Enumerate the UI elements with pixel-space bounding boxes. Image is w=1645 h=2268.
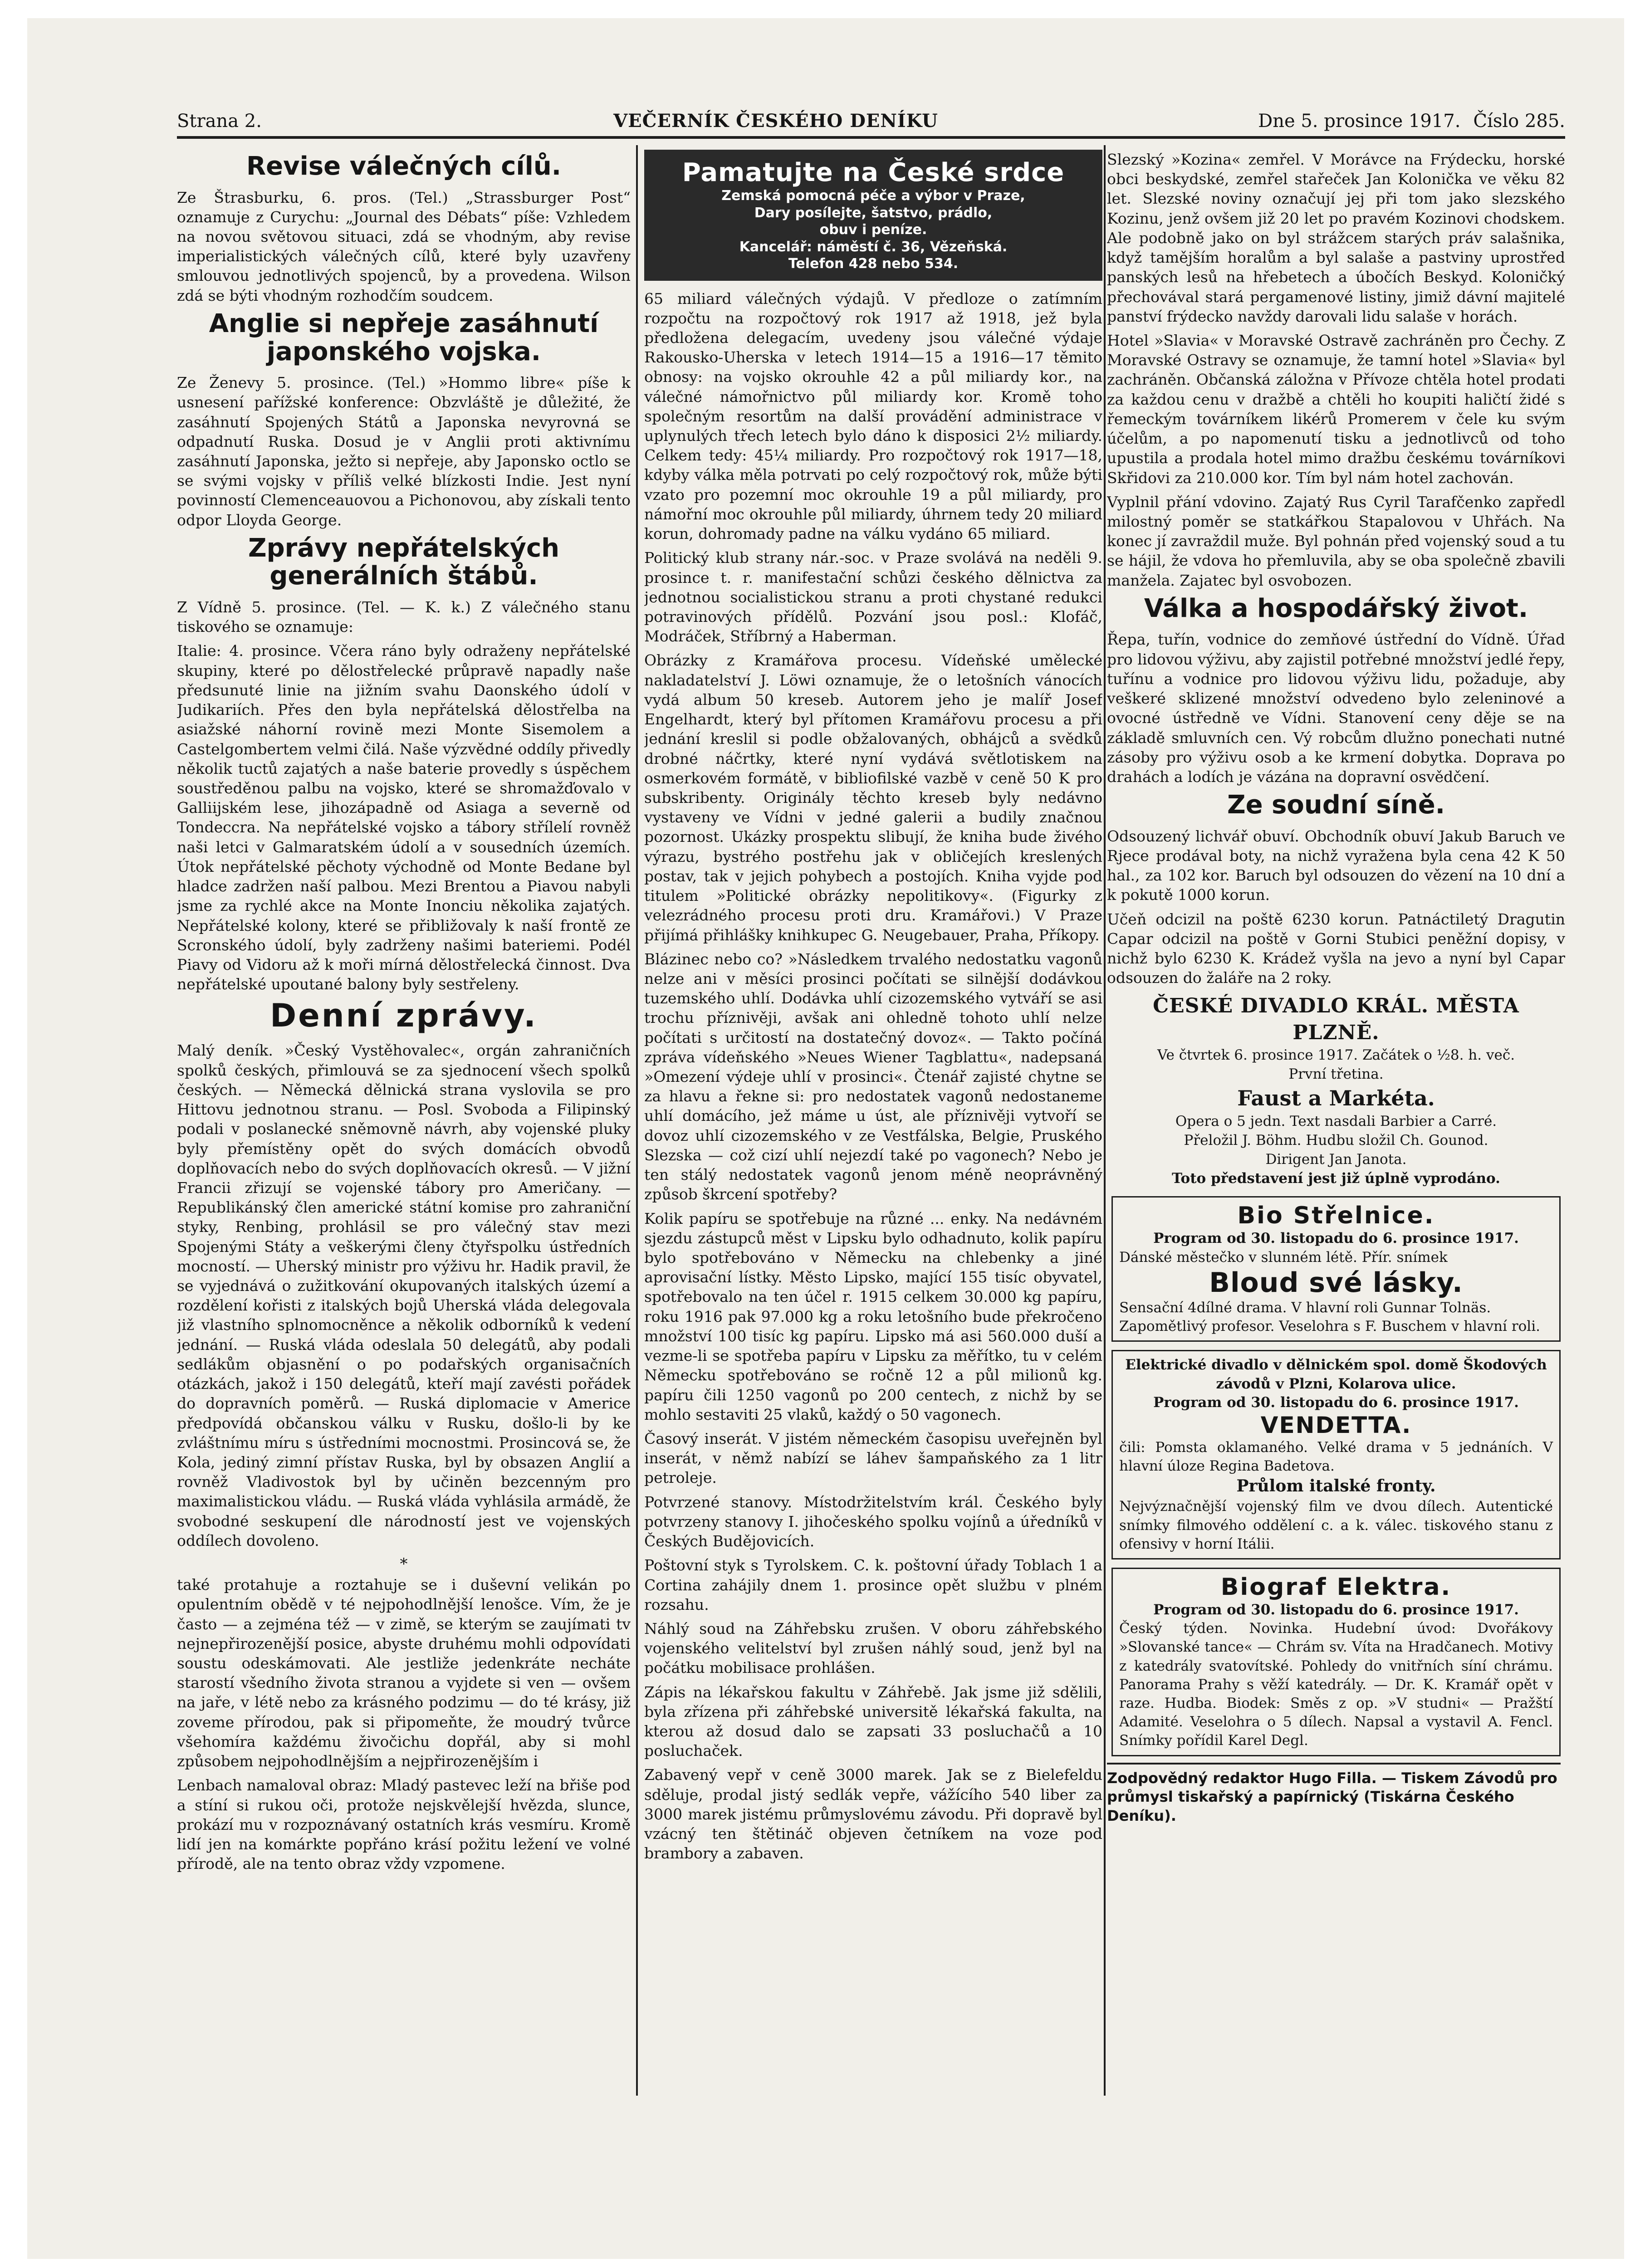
column-3 xyxy=(1107,150,1565,2209)
charity-advert-line: Dary posílejte, šatstvo, prádlo, xyxy=(754,205,993,221)
cinema-title: Elektrické divadlo v dělnickém spol. domě Škodových závodů v Plzni, Kolarova ulice. xyxy=(1125,1357,1547,1392)
theatre-notice xyxy=(1107,992,1565,1188)
cinema-skoda-theatre xyxy=(1111,1350,1561,1559)
issue-date: Dne 5. prosince 1917. xyxy=(1258,111,1461,132)
cinema-line: Dánské městečko v slunném létě. Přír. snímek xyxy=(1119,1249,1448,1266)
theatre-line: První třetina. xyxy=(1288,1066,1384,1083)
imprint-rule xyxy=(1107,1763,1561,1765)
charity-advert-line: obuv i peníze. xyxy=(819,222,927,238)
play-line: Přeložil J. Böhm. Hudbu složil Ch. Gounod. xyxy=(1184,1132,1488,1149)
article-kramar-pictures: Obrázky z Kramářova procesu. Vídeňské umělecké nakladatelství J. Löwi oznamuje, že o letošních vánocích vydá album 50 kreseb. Autorem jeho je malíř Josef Engelhardt, který byl přítomen Kramářovu procesu a při jednání kreslil si podle obžalovaných, obhájců a svědků drobné náčrtky, které nyní vydává světlotiskem na osmerkovém formátě, v bibliofilské vazbě v ceně 50 K pro subskribenty. Originály těchto kreseb byly nedávno vystaveny ve Vídni v jedné galerii a budily značnou pozornost. Ukázky prospektu slibují, že kniha bude živého výrazu, bystrého postřehu jak v obličejích kreslených postav, tak v jejich pohybech a postojích. Kniha vyjde pod titulem »Politické obrázky nepolitikovy«. (Figurky z velezrádného procesu proti dru. Kramářovi.) V Praze přijímá přihlášky knihkupec G. Neugebauer, Praha, Příkopy. xyxy=(644,651,1102,944)
article-madhouse: Blázinec nebo co? »Následkem trvalého nedostatku vagonů nelze ani v měsíci prosinci počítati se silnější dodávkou tuzemského uhlí. Dodávka uhlí cizozemského vytváří se asi trochu příznivěji, avšak ani ohledně tohoto uhlí nelze počítati s určitostí na dostatečný dovoz«. — Takto počíná zpráva vídeňského »Neues Wiener Tagblattu«, nadepsaná »Omezení výdeje uhlí v prosinci«. Čtenář zajisté chytne se za hlavu a řekne si: pro nedostatek vagonů nedostaneme uhlí domácího, jež máme u úst, ale příznivěji vytvoří se dovoz uhlí cizozemského v ze Vestfálska, Belgie, Pruského Slezska — což cizí uhlí nejezdí také po vagonech? Nebo je ten stálý nedostatek vagonů jenom méně neoprávněný způsob škrcení spotřeby? xyxy=(644,950,1102,1203)
article-hotel-slavia: Hotel »Slavia« v Moravské Ostravě zachráněn pro Čechy. Z Moravské Ostravy se oznamuje, že tamní hotel »Slavia« byl zachráněn. Občanská záložna v Přívoze chtěla hotel prodati za každou cenu v dražbě a chtěli ho koupiti haličtí židé s řemeckým továrníkem likérů Promerem v čele ku svým účelům, a po napomenutí tisku a jednotlivců od toho upustila a prodala hotel mimo dražbu českému továrníkovi Skřidovi za 210.000 kor. Tím byl nám hotel zachován. xyxy=(1107,331,1565,487)
page-header xyxy=(177,100,1565,132)
cinema-line: čili: Pomsta oklamaného. Velké drama v 5 jednáních. V hlavní úloze Regina Badetova. xyxy=(1119,1439,1553,1475)
charity-advert-line: Telefon 428 nebo 534. xyxy=(788,256,959,272)
article-war-aims: Ze Štrasburku, 6. pros. (Tel.) „Strassburger Post“ oznamuje z Curychu: „Journal des Débats“ píše: Vzhledem na novou světovou situaci, zdá se vhodným, aby revise imperialistických válečných cílů, které byly uzavřeny smlouvou jednotlivých spojenců, by a provedena. Wilson zdá se býti vhodným rozhodčím soudcem. xyxy=(177,188,631,304)
article-enemy-staff-intro: Z Vídně 5. prosince. (Tel. — K. k.) Z válečného stanu tiskového se oznamuje: xyxy=(177,598,631,636)
cinema-film-title: VENDETTA. xyxy=(1260,1412,1412,1438)
article-lenbach: Lenbach namaloval obraz: Mladý pastevec leží na břiše pod a stíní si rukou oči, protože nejskvělejší hvězda, slunce, prokází mu v rozpoznávaný ostatních krás vesmíru. Kromě lidí jen na komárkte popřáno krásí požitu ležení ve volné přírodě, ale na tento obraz vždy vzpomene. xyxy=(177,1776,631,1873)
header-rule xyxy=(177,136,1565,139)
imprint: Zodpovědný redaktor Hugo Filla. — Tiskem Závodů pro průmysl tiskařský a papírnický (Tiskárna Českého Deníku). xyxy=(1107,1769,1557,1824)
column-1 xyxy=(177,150,631,2173)
article-paper-usage: Kolik papíru se spotřebuje na různé ... enky. Na nedávném sjezdu zástupců měst v Lipsku bylo odhadnuto, kolik papíru bylo spotřebováno v Německu na chlebenky a jiné aprovisační lístky. Město Lipsko, mající 155 tisíc obyvatel, spotřebovalo na ten účel r. 1915 celkem 30.000 kg papíru, roku 1916 pak 97.000 kg a roku letošního bude překročeno množství 100 tisíc kg papíru. Lipsko má asi 560.000 duší a vezme-li se spotřeba papíru v Lipsku za měřítko, tu v celém Německu spotřebováno se ročně 12 a půl milionů kg. papíru čili 1250 vagonů po 200 centech, z nichž by se mohlo sestaviti 25 vlaků, každý o 50 vagonech. xyxy=(644,1209,1102,1423)
article-political-club: Politický klub strany nár.-soc. v Praze svolává na neděli 9. prosince t. r. manifestační schůzi českého dělnictva za jednotnou socialistickou stranu a proti chystané redukci potravinových přídělů. Pozvání jsou posl.: Klofáč, Modráček, Stříbrný a Haberman. xyxy=(644,549,1102,645)
cinema-title: Bio Střelnice. xyxy=(1237,1202,1435,1230)
article-widow-wish: Vyplnil přání vdovino. Zajatý Rus Cyril Tarafčenko zapředl milostný poměr se statkářkou Stapalovou v Uhřách. Na konec jí zavraždil muže. Byl pohnán před vojenský soud a tu se hájil, že vdova ho přemluvila, aby se oba společně zbavili manžela. Zajatec byl osvobozen. xyxy=(1107,493,1565,589)
article-shoe-usurer: Odsouzený lichvář obuví. Obchodník obuví Jakub Baruch ve Rjece prodával boty, na nichž vyražena byla cena 42 K 50 hal., za 102 kor. Baruch byl odsouzen do vězení na 10 dní a k pokutě 1000 korun. xyxy=(1107,827,1565,904)
cinema-text: Český týden. Novinka. Hudební úvod: Dvořákovy »Slovanské tance« — Chrám sv. Víta na Hradčanech. Motivy z katedrály svatovítské. Pohledy do vnitřních síní chrámu. Panorama Prahy s věží katedrály. — Dr. K. Kramář opět v raze. Hudba. Biodek: Směs z op. »V studni« — Pražští Adamité. Veselohra o 5 dílech. Napsal a vystavil A. Fencl. Snímky pořídil Karel Degl. xyxy=(1119,1620,1553,1749)
headline-war-economy: Válka a hospodářský život. xyxy=(1144,593,1528,623)
headline-war-aims: Revise válečných cílů. xyxy=(246,152,561,181)
article-enemy-staff-italy: Italie: 4. prosince. Včera ráno byly odraženy nepřátelské skupiny, které po dělostřelecké průpravě napadly naše předsunuté linie na jižním svahu Daonského údolí v Judikariích. Přes den byla nepřátelská dělostřelba na asiažské náhorní rovině mezi Monte Sisemolem a Castelgombertem velmi čilá. Naše výzvědné oddíly přivedly několik tuctů zajatých a naše baterie provedly s úspěchem soustředěnou palbu na vojsko, které se shromažďovalo v Galliijském lese, jihozápadně od Asiaga a severně od Tondeccra. Na nepřátelské vojsko a tábory střílelí rovněž naši letci v Galmaratském údolí a v sousedních územích. Útok nepřátelské pěchoty východně od Monte Bedane byl hladce zadržen naší palbou. Mezi Brentou a Piavou nabyli jsme za rychlé akce na Monte Inonciu několika zajatých. Nepřátelské kolony, které se přibližovaly k naší frontě ze Scronského údolí, byly zadrženy našimi bateriemi. Podél Piavy od Vidoru až k moři mírná dělostřelecká činnost. Dva nepřátelské upoutané balony byly sestřeleny. xyxy=(177,642,631,993)
article-turnips: Řepa, tuřín, vodnice do zemňové ústřední do Vídně. Úřad pro lidovou výživu, aby zajistil potřebné množství jedlé řepy, tuřínu a vodnice pro lidovou výživu lidu, požaduje, aby veškeré sklizené množství odvedeno bylo zeleninové a ovocné ústředně ve Vídni. Stanovení ceny děje se na základě smluvních cen. Vý robcům dlužno ponechati nutné zásoby pro výživu osob a ke krmení dobytka. Doprava po drahách a lodích je vázána na dopravní osvědčení. xyxy=(1107,631,1565,786)
cinema-program: Program od 30. listopadu do 6. prosince 1917. xyxy=(1153,1601,1519,1618)
article-war-expenses: 65 miliard válečných výdajů. V předloze o zatímním rozpočtu na rozpočtový rok 1917 až 1918, jež byla předložena delegacím, uvedeny jsou válečné výdaje Rakousko-Uherska v letech 1914—15 a 1916—17 těmito obnosy: na vojsko okrouhle 42 a půl miliardy kor., na válečné námořnictvo půl miliardy kor. Kromě toho společným resortům na další provádění administrace v uplynulých třech letech bylo dáno k disposici 2½ miliardy. Celkem tedy: 45¼ miliardy. Pro rozpočtový rok 1917—18, kdyby válka měla potrvati po celý rozpočtový rok, může býti vzato pro pozemní moc okrouhle 19 a půl miliardy, pro námořní moc okrouhle půl miliardy, úhrnem tedy 20 miliard korun, dohromady padne na válku vydáno 65 miliard. xyxy=(644,289,1102,543)
issue-info xyxy=(1184,111,1565,132)
article-small-diary: Malý deník. »Český Vystěhovalec«, orgán zahraničních spolků českých, přimlouvá se za sjednocení všech spolků českých. — Německá dělnická strana vyslovila se pro Hittovu jednotnou stranu. — Posl. Svoboda a Filipinský podali v poslanecké sněmovně návrh, aby vojenské pluky byly přemístěny opět do svých domácích obvodů doplňovacích nebo do svých doplňovacích okresů. — V jižní Francii zřizují se vojenské tábory pro Američany. — Republikánský člen americké státní komise pro zahraniční styky, Renbing, prohlásil se pro válečný stav mezi Spojenými Státy a veškerými členy čtyřspolku ústředních mocností. — Uherský ministr pro výživu hr. Hadik pravil, že se vyjednává o zužitkování okupovaných italských území a rozdělení kořisti z italských bojů Uherská vláda delegovala již vlastního splnomocněnce a několik odborníků k vedení jednání. — Ruská vláda odeslala 50 delegátů, aby podali sedlákům objasnění o po podařských organisačních otázkách, jakož i 150 delegátů, kteří mají zavésti pořádek do dopravních poměrů. — Ruská diplomacie v Americe předpovídá občanskou válku v Rusku, došlo-li by ke zvláštnímu míru s ústředními mocnostmi. Prosincová se, že Kola, jediný zimní přístav Ruska, byl by obsazen Anglií a rovněž Vladivostok byl by učiněn bezcenným pro maximalistickou vládu. — Ruská vláda vyhlásila armádě, že svobodné seskupení dle národností jest ve vojenských oddílech dovoleno. xyxy=(177,1041,631,1549)
play-line: Toto představení jest již úplně vyprodáno. xyxy=(1172,1170,1500,1187)
page-number: Strana 2. xyxy=(177,111,262,132)
article-timely-ad: Časový inserát. V jistém německém časopisu uveřejněn byl inserát, v němž nabízí se láhev šampaňského za 1 litr petroleje. xyxy=(644,1429,1102,1487)
article-zagreb-faculty: Zápis na lékařskou fakultu v Záhřebě. Jak jsme již sdělili, byla zřízena při záhřebské universitě lékařská fakulta, na kterou až dosud dalo se zapsati 33 posluchačů a 10 posluchaček. xyxy=(644,1683,1102,1760)
charity-advert-line: Kancelář: náměstí č. 36, Vězeňská. xyxy=(739,239,1008,255)
headline-england-japan: Anglie si nepřeje zasáhnutí japonského vojska. xyxy=(209,308,599,367)
article-zagreb-court: Náhlý soud na Záhřebsku zrušen. V oboru záhřebského vojenského velitelství byl zrušen náhlý soud, jenž byl na počátku mobilisace prohlášen. xyxy=(644,1619,1102,1677)
article-seized-pig: Zabavený vepř v ceně 3000 marek. Jak se z Bielefeldu sděluje, prodal jistý sedlák vepře, vážícího 540 liber za 3000 marek jistému průmyslovému závodu. Při dopravě byl vzácný ten štětináč objeven četníkem na voze pod brambory a zabaven. xyxy=(644,1766,1102,1862)
cinema-bio-strelnice xyxy=(1111,1196,1561,1342)
cinema-line: Sensační 4dílné drama. V hlavní roli Gunnar Tolnäs. xyxy=(1119,1299,1491,1316)
cinema-line: Nejvýznačnější vojenský film ve dvou dílech. Autentické snímky filmového oddělení c. a k. válec. tiskového stanu z ofensivy v horní Itálii. xyxy=(1119,1498,1553,1552)
cinema-program: Program od 30. listopadu do 6. prosince 1917. xyxy=(1153,1230,1519,1247)
theatre-title: ČESKÉ DIVADLO KRÁL. MĚSTA PLZNĚ. xyxy=(1153,994,1519,1044)
masthead-title: VEČERNÍK ČESKÉHO DENÍKU xyxy=(613,110,938,132)
headline-enemy-staff: Zprávy nepřátelských generálních štábů. xyxy=(248,533,560,591)
column-rule-1 xyxy=(636,145,638,2096)
cinema-title: Biograf Elektra. xyxy=(1220,1573,1452,1601)
column-rule-2 xyxy=(1104,145,1106,2096)
issue-number: Číslo 285. xyxy=(1473,111,1565,132)
charity-advert-line: Zemská pomocná péče a výbor v Praze, xyxy=(721,188,1025,204)
cinema-program: Program od 30. listopadu do 6. prosince 1917. xyxy=(1153,1394,1519,1411)
cinema-elektra xyxy=(1111,1568,1561,1756)
article-statutes: Potvrzené stanovy. Místodržitelstvím král. Českého byly potvrzeny stanovy I. jihočeského spolku vojínů a úředníků v Českých Budějovicích. xyxy=(644,1493,1102,1550)
section-separator: * xyxy=(400,1555,408,1574)
play-line: Opera o 5 jedn. Text nasdali Barbier a Carré. xyxy=(1175,1113,1497,1130)
headline-court: Ze soudní síně. xyxy=(1227,790,1445,820)
article-nature-essay: také protahuje a roztahuje se i duševní velikán po opulentním obědě v té nejpohodlnější lenošce. Vím, že je často — a zejména též — v zimě, se kterým se zaujímati tv nejnepřirozenější posice, abyste druhému mohli odpovídati soustu odeskámovati. Ale jestliže jedenkráte necháte starostí všedního života stranou a vyjdete si ven — ovšem na jaře, v létě nebo za krásného podzimu — do té krásy, již zoveme přírodou, pak si připomeňte, že moudrý tvůrce všehomíra každému živočichu dopřál, aby si mohl způsobem nejpohodlnějším a nejpřirozenějším i xyxy=(177,1576,631,1770)
charity-advert-title: Pamatujte na České srdce xyxy=(682,158,1065,187)
article-england-japan: Ze Ženevy 5. prosince. (Tel.) »Hommo libre« píše k usnesení pařížské konference: Obzvláště je důležité, že zasáhnutí Spojených Států a Japonska nevyrovná se odpadnutí Ruska. Dosud je v Anglii proti aktivnímu zasáhnutí Japonska, ježto si nepřeje, aby Japonsko octlo se se svými vojsky v příliš velké blízkosti Indie. Jest nyní povinností Clemenceauovou a Pichonovou, aby získali tento odpor Lloyda George. xyxy=(177,374,631,529)
column-2 xyxy=(644,150,1102,2173)
charity-advert xyxy=(644,150,1102,281)
cinema-film-subtitle: Průlom italské fronty. xyxy=(1236,1476,1436,1496)
article-tyrol-post: Poštovní styk s Tyrolskem. C. k. poštovní úřady Toblach 1 a Cortina zahájily dnem 1. prosince opět službu v plném rozsahu. xyxy=(644,1556,1102,1613)
theatre-line: Ve čtvrtek 6. prosince 1917. Začátek o ½8. h. več. xyxy=(1157,1047,1515,1064)
cinema-line: Zapomětlivý profesor. Veselohra s F. Buschem v hlavní roli. xyxy=(1119,1318,1540,1335)
article-apprentice-theft: Učeň odcizil na poště 6230 korun. Patnáctiletý Dragutin Capar odcizil na poště v Gorni Stubici peněžní dopisy, v nichž bylo 6230 K. Krádež vyšla na jevo a nyní byl Capar odsouzen do žaláře na 2 roky. xyxy=(1107,910,1565,987)
play-line: Dirigent Jan Janota. xyxy=(1265,1151,1407,1168)
headline-daily-news: Denní zprávy. xyxy=(270,997,538,1035)
cinema-film-title: Bloud své lásky. xyxy=(1209,1266,1463,1299)
play-title: Faust a Markéta. xyxy=(1237,1085,1435,1110)
article-silesian-kozina: Slezský »Kozina« zemřel. V Morávce na Frýdecku, horské obci beskydské, zemřel stařeček Jan Kolonička ve věku 82 let. Slezské noviny označují jej při tom jako slezského Kozinu, jenž ovšem již 20 let po pravém Kozinovi chodskem. Ale podobně jako on byl strážcem starých práv salašnika, když tamějším horalům a byl salaše a pastviny uprostřed panských lesů na hřebetech a úbočích Beskyd. Koloničký přechovával stará pergamenové listiny, jimiž dávní majitelé panství frýdecko navždy darovali lidu salaše v horách. xyxy=(1107,151,1565,325)
